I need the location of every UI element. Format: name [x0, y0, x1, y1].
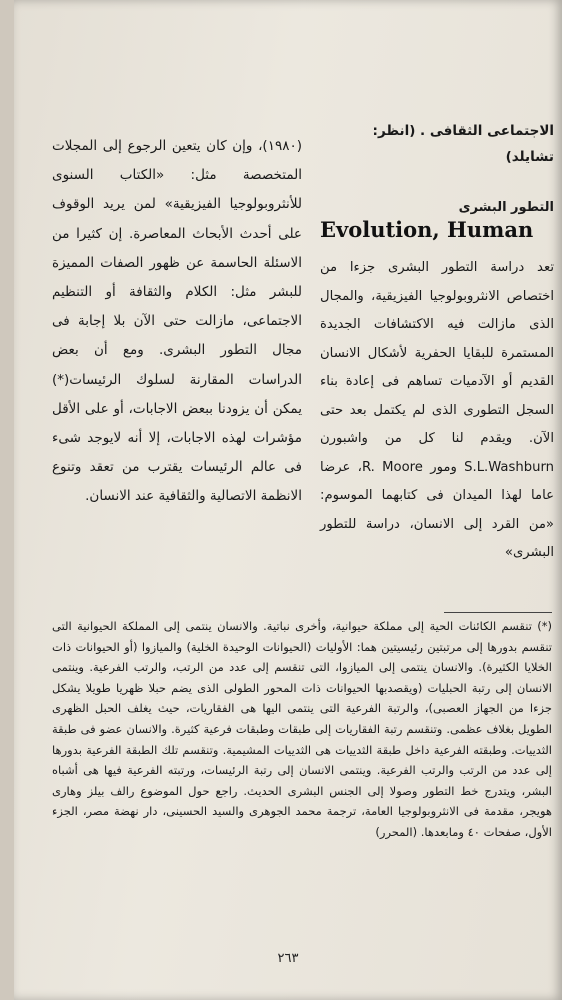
- footnote-divider: [444, 612, 552, 613]
- right-column: [320, 118, 554, 568]
- left-column: [52, 132, 302, 512]
- entry-heading-english: Evolution, Human: [320, 217, 534, 242]
- footnote: (*) تنقسم الكائنات الحية إلى مملكة حيوانية، وأخرى نباتية. والانسان ينتمى إلى المملكة الحيوانية التى تنقسم بدورها إلى مرتبتين رئيسيتين هما: الأوليات (الحيوانات الوحيدة الخلية) والميازوا (أو الحيوانات ذات الخلايا الكثيرة). والانسان ينتمى إلى الميازوا، التى تنقسم إلى عدد من الرتب، والرتب الفرعية. وينتمى الانسان إلى رتبة الحبليات (ويقصدبها الحيوانات ذات المحور الطولى الذى يضم حبلا ظهريا طويلا يشكل جزءا من الجهاز العصبى)، والرتبة الفرعية التى ينتمى اليها هى الفقاريات، حيث يغلف الحبل الظهرى الطويل بغلاف عظمى. وتنقسم رتبة الفقاريات إلى طبقات وطبقات فرعية كثيرة. والانسان عضو فى طبقة الثدييات. وطبقته الفرعية داخل طبقة الثدييات هى الثدييات المشيمية. وتنقسم تلك الطبقة الفرعية بدورها إلى عدد من الرتب والرتب الفرعية. وينتمى الانسان إلى رتبة الرئيسات، ورتبته الفرعية فيها هى أشباه البشر، ويتدرج خط التطور وصولا إلى الجنس البشرى الحديث. راجع حول الموضوع رالف بيلز وهارى هويجر، مقدمة فى الانثروبولوجيا العامة، ترجمة محمد الجوهرى والسيد الحسينى، دار نهضة مصر، الجزء الأول، صفحات ٤٠ ومابعدها. (المحرر): [52, 619, 552, 839]
- page-number: ٢٦٣: [277, 951, 299, 966]
- left-paragraph: (١٩٨٠)، وإن كان يتعين الرجوع إلى المجلات المتخصصة مثل: «الكتاب السنوى للأنثروبولوجيا الفيزيقية» لمن يريد الوقوف على أحدث الأبحاث المعاصرة. إن كثيرا من الاسئلة الحاسمة عن ظهور الصفات المميزة للبشر مثل: الكلام والثقافة أو التنظيم الاجتماعى، مازالت حتى الآن بلا إجابة فى مجال التطور البشرى. ومع أن بعض الدراسات المقارنة لسلوك الرئيسات(*) يمكن أن يزودنا ببعض الاجابات، أو على الأقل مؤشرات لهذه الاجابات، إلا أنه لايوجد شىء فى عالم الرئيسات يقترب من تعقد وتنوع الانظمة الاتصالية والثقافية عند الانسان.: [52, 138, 302, 505]
- book-page: [14, 0, 562, 1000]
- intro-line: الاجتماعى الثقافى . (انظر: تشايلد): [372, 123, 554, 165]
- right-paragraph: تعد دراسة التطور البشرى جزءا من اختصاص الانثروبولوجيا الفيزيقية، والمجال الذى مازالت فيه الاكتشافات الجديدة المستمرة للبقايا الحفرية لأشكال الانسان القديم أو الآدميات تساهم فى إعادة بناء السجل التطورى الذى لم يكتمل بعد حتى الآن. ويقدم لنا كل من واشبورن S.L.Washburn ومور R. Moore، عرضا عاما لهذا الميدان فى كتابهما الموسوم: «من القرد إلى الانسان، دراسة للتطور البشرى»: [320, 260, 555, 560]
- entry-heading-arabic: التطور البشرى: [458, 200, 554, 215]
